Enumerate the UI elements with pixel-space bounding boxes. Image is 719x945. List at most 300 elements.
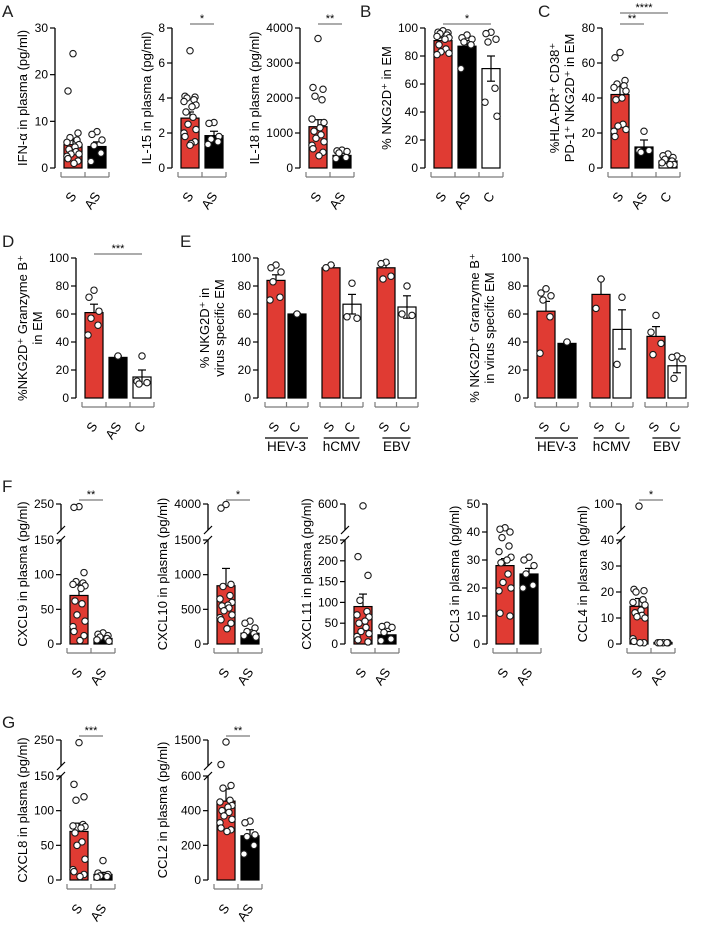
data-point [442, 36, 448, 42]
data-point [218, 617, 224, 623]
group-tick-label: S [628, 665, 646, 681]
y-tick-label: 20 [507, 363, 521, 377]
data-point [294, 311, 300, 317]
y-tick-label: 50 [466, 497, 480, 511]
data-point [669, 354, 675, 360]
y-tick-label: 250 [33, 733, 54, 747]
data-point [646, 147, 652, 153]
y-tick-label: 80 [404, 49, 418, 63]
data-point [99, 137, 105, 143]
y-tick-label: 20 [34, 67, 48, 82]
group-tick-label: AS [513, 665, 536, 688]
data-point [493, 36, 499, 42]
data-point [217, 799, 223, 805]
y-tick-label: 200 [317, 553, 338, 568]
data-point [664, 640, 670, 646]
panel-label-g: G [2, 713, 16, 732]
data-point [612, 133, 618, 139]
significance-stars: * [648, 489, 654, 501]
group-tick-label: AS [326, 189, 349, 212]
data-point [310, 146, 316, 152]
significance-stars: * [235, 489, 241, 501]
y-tick-label: 4000 [174, 497, 201, 511]
y-tick-label: 30 [34, 21, 48, 35]
panel-label-c: C [538, 2, 551, 21]
data-point [267, 297, 273, 303]
data-point [223, 739, 229, 745]
group-tick-label: AS [234, 665, 257, 688]
data-point [86, 294, 92, 300]
bar-C [398, 307, 416, 398]
data-point [81, 794, 87, 800]
y-axis-label: IFN-α in plasma (pg/ml) [15, 29, 30, 167]
y-tick-label: 40 [237, 335, 251, 349]
data-point [458, 65, 464, 71]
group-tick-label: S [645, 419, 663, 435]
y-tick-label: 60 [237, 307, 251, 321]
data-point [679, 356, 685, 362]
data-point [548, 293, 554, 299]
data-point [507, 613, 513, 619]
chart-svg-nkg2d_em [380, 6, 510, 230]
data-point [218, 825, 224, 831]
significance-stars: **** [635, 2, 653, 14]
y-tick-label: 80 [507, 279, 521, 293]
chart-ifn-alpha-plasma [16, 6, 116, 230]
data-point [388, 273, 394, 279]
group-tick-label: C [395, 419, 414, 436]
y-tick-label: 400 [180, 803, 201, 818]
data-point [319, 97, 325, 103]
data-point [483, 30, 489, 36]
data-point [94, 637, 100, 643]
y-tick-label: 100 [230, 251, 251, 265]
data-point [79, 601, 85, 607]
y-tick-label: 0 [62, 391, 69, 405]
data-point [187, 142, 193, 148]
data-point [221, 813, 227, 819]
group-tick-label: C [555, 419, 574, 436]
data-point [638, 149, 644, 155]
data-point [218, 505, 224, 511]
bar-AS [109, 357, 127, 398]
data-point [388, 636, 394, 642]
group-tick-label: S [62, 189, 80, 205]
data-point [229, 816, 235, 822]
significance-stars: ** [627, 13, 637, 25]
y-axis-label: in virus specific EM [482, 272, 497, 384]
chart-svg-cxcl11 [300, 482, 406, 706]
group-tick-label: S [307, 189, 325, 205]
data-point [311, 128, 317, 134]
group-tick-label: C [130, 419, 149, 436]
data-point [485, 39, 491, 45]
data-point [315, 35, 321, 41]
data-point [446, 50, 452, 56]
data-point [633, 589, 639, 595]
data-point [531, 562, 537, 568]
y-tick-label: 4000 [266, 21, 293, 35]
data-point [70, 823, 76, 829]
data-point [366, 630, 372, 636]
group-tick-label: AS [451, 189, 474, 212]
data-point [611, 84, 617, 90]
y-axis-label: CXCL9 in plasma (pg/ml) [15, 501, 30, 647]
data-point [641, 588, 647, 594]
data-point [65, 88, 71, 94]
y-axis-label: PD-1⁺ NKG2D⁺ in EM [562, 33, 577, 163]
chart-svg-il18 [248, 6, 361, 230]
data-point [354, 315, 360, 321]
data-point [523, 571, 529, 577]
data-point [75, 130, 81, 136]
data-point [498, 560, 504, 566]
data-point [593, 305, 599, 311]
group-tick-label: S [375, 419, 393, 435]
data-point [215, 139, 221, 145]
group-tick-label: AS [234, 901, 257, 924]
y-tick-label: 80 [237, 279, 251, 293]
group-tick-label: AS [371, 665, 394, 688]
data-point [241, 851, 247, 857]
data-point [409, 312, 415, 318]
data-point [242, 820, 248, 826]
y-axis-label: CXCL8 in plasma (pg/ml) [15, 737, 30, 883]
data-point [349, 280, 355, 286]
data-point [242, 620, 248, 626]
data-point [614, 361, 620, 367]
y-tick-label: 30 [600, 559, 614, 573]
chart-il18-plasma [248, 6, 361, 230]
data-point [648, 329, 654, 335]
bar-S [377, 268, 395, 398]
bar-S [322, 268, 340, 398]
y-tick-label: 20 [237, 363, 251, 377]
data-point [365, 639, 371, 645]
data-point [224, 828, 230, 834]
data-point [506, 543, 512, 549]
data-point [72, 598, 78, 604]
data-point [497, 610, 503, 616]
chart-svg-ifn_a [16, 6, 116, 230]
y-tick-label: 0 [607, 637, 614, 651]
data-point [183, 109, 189, 115]
y-tick-label: 0 [244, 391, 251, 405]
data-point [98, 150, 104, 156]
data-point [623, 88, 629, 94]
data-point [95, 322, 101, 328]
data-point [657, 640, 663, 646]
group-tick-label: S [265, 419, 283, 435]
y-tick-label: 3000 [266, 56, 293, 70]
virus-group-label: hCMV [322, 439, 361, 454]
data-point [521, 557, 527, 563]
y-tick-label: 2000 [266, 91, 293, 105]
y-tick-label: 8 [158, 21, 165, 35]
data-point [404, 283, 410, 289]
group-tick-label: AS [81, 189, 104, 212]
data-point [617, 49, 623, 55]
data-point [106, 638, 112, 644]
data-point [309, 116, 315, 122]
y-tick-label: 100 [33, 803, 54, 818]
chart-ccl2-plasma [156, 718, 269, 942]
y-axis-label: CXCL11 in plasma (pg/ml) [299, 498, 314, 650]
y-axis-label: % NKG2D⁺ Granzyme B⁺ [467, 253, 482, 403]
data-point [78, 825, 84, 831]
group-tick-label: S [609, 189, 627, 205]
data-point [468, 42, 474, 48]
bar-AS [458, 46, 476, 168]
chart-svg-ccl3 [448, 482, 548, 706]
chart-svg-e1 [198, 236, 426, 476]
data-point [658, 340, 664, 346]
data-point [434, 33, 440, 39]
y-axis-label: %NKG2D⁺ Granzyme B⁺ [15, 255, 30, 401]
y-tick-label: 1500 [174, 733, 201, 747]
virus-group-label: EBV [652, 439, 681, 454]
y-tick-label: 40 [581, 91, 595, 105]
data-point [89, 131, 95, 137]
bar-C [558, 343, 576, 398]
chart-cxcl10-plasma [156, 482, 269, 706]
data-point [537, 350, 543, 356]
y-tick-label: 20 [581, 126, 595, 140]
bar-S [434, 41, 452, 168]
group-tick-label: AS [647, 665, 670, 688]
data-point [355, 637, 361, 643]
data-point [505, 571, 511, 577]
data-point [667, 161, 673, 167]
data-point [650, 351, 656, 357]
data-point [187, 48, 193, 54]
y-tick-label: 40 [507, 335, 521, 349]
y-tick-label: 60 [404, 77, 418, 91]
data-point [612, 55, 618, 61]
y-tick-label: 50 [40, 838, 54, 853]
data-point [344, 314, 350, 320]
data-point [492, 85, 498, 91]
data-point [82, 856, 88, 862]
y-tick-label: 20 [466, 581, 480, 595]
data-point [76, 151, 82, 157]
y-tick-label: 600 [180, 769, 201, 783]
y-axis-label: %HLA-DR⁺ CD38⁺ [547, 42, 562, 154]
chart-nkg2d-virus-specific-em [198, 236, 426, 476]
y-tick-label: 200 [180, 838, 201, 853]
data-point [104, 873, 110, 879]
significance-stars: *** [84, 725, 98, 737]
y-tick-label: 0 [331, 637, 338, 651]
group-tick-label: S [590, 419, 608, 435]
data-point [218, 761, 224, 767]
data-point [220, 785, 226, 791]
data-point [482, 99, 488, 105]
panel-label-e: E [180, 232, 192, 251]
data-point [310, 84, 316, 90]
data-point [268, 265, 274, 271]
group-tick-label: C [340, 419, 359, 436]
y-tick-label: 1000 [174, 567, 201, 582]
data-point [74, 612, 80, 618]
data-point [642, 615, 648, 621]
data-point [547, 314, 553, 320]
y-tick-label: 250 [317, 533, 338, 547]
chart-il15-plasma [140, 6, 233, 230]
group-tick-label: C [610, 419, 629, 436]
group-tick-label: AS [628, 189, 651, 212]
y-tick-label: 80 [55, 279, 69, 293]
data-point [91, 287, 97, 293]
data-point [85, 332, 91, 338]
data-point [436, 42, 442, 48]
panel-label-f: F [2, 477, 13, 496]
data-point [613, 97, 619, 103]
data-point [228, 782, 234, 788]
y-tick-label: 0 [194, 637, 201, 651]
data-point [619, 95, 625, 101]
y-tick-label: 100 [593, 497, 614, 511]
data-point [78, 585, 84, 591]
y-tick-label: 250 [33, 497, 54, 511]
group-tick-label: S [494, 665, 512, 681]
data-point [321, 139, 327, 145]
group-tick-label: C [665, 419, 684, 436]
y-tick-label: 0 [514, 391, 521, 405]
data-point [399, 311, 405, 317]
chart-nkg2d-granzymeb-virus-em [468, 236, 696, 476]
data-point [538, 290, 544, 296]
chart-svg-cxcl8 [16, 718, 122, 942]
data-point [206, 120, 212, 126]
y-tick-label: 50 [324, 616, 338, 631]
data-point [313, 135, 319, 141]
chart-ccl3-plasma [448, 482, 548, 706]
data-point [115, 353, 121, 359]
data-point [278, 269, 284, 275]
data-point [343, 154, 349, 160]
group-tick-label: AS [102, 419, 125, 442]
y-axis-label: CCL3 in plasma (pg/ml) [447, 505, 462, 643]
y-tick-label: 1500 [174, 533, 201, 547]
chart-svg-cxcl10 [156, 482, 269, 706]
chart-svg-e2 [468, 236, 696, 476]
data-point [252, 832, 258, 838]
data-point [362, 618, 368, 624]
group-tick-label: S [320, 419, 338, 435]
data-point [244, 833, 250, 839]
y-tick-label: 0 [41, 161, 48, 175]
y-tick-label: 1000 [266, 126, 293, 140]
data-point [136, 381, 142, 387]
group-tick-label: S [68, 665, 86, 681]
data-point [659, 160, 665, 166]
data-point [193, 126, 199, 132]
group-tick-label: AS [198, 189, 221, 212]
data-point [139, 353, 145, 359]
data-point [344, 148, 350, 154]
data-point [504, 557, 510, 563]
y-tick-label: 20 [55, 363, 69, 377]
data-point [72, 830, 78, 836]
data-point [227, 592, 233, 598]
y-tick-label: 80 [581, 21, 595, 35]
data-point [598, 276, 604, 282]
data-point [630, 599, 636, 605]
chart-cxcl8-plasma [16, 718, 122, 942]
chart-svg-ccl4 [576, 482, 682, 706]
data-point [190, 114, 196, 120]
data-point [88, 158, 94, 164]
y-tick-label: 20 [404, 133, 418, 147]
data-point [277, 294, 283, 300]
data-point [357, 597, 363, 603]
significance-stars: ** [86, 489, 96, 501]
data-point [71, 504, 77, 510]
data-point [81, 569, 87, 575]
data-point [355, 553, 361, 559]
data-point [253, 634, 259, 640]
data-point [100, 857, 106, 863]
data-point [82, 618, 88, 624]
virus-group-label: HEV-3 [536, 439, 577, 454]
data-point [530, 582, 536, 588]
data-point [228, 581, 234, 587]
y-tick-label: 10 [600, 611, 614, 625]
y-tick-label: 0 [158, 161, 165, 175]
virus-group-label: hCMV [592, 439, 631, 454]
y-axis-label: CXCL10 in plasma (pg/ml) [155, 497, 170, 651]
data-point [74, 842, 80, 848]
y-tick-label: 100 [397, 21, 418, 35]
group-tick-label: S [215, 665, 233, 681]
data-point [64, 139, 70, 145]
data-point [653, 312, 659, 318]
virus-group-label: HEV-3 [266, 439, 307, 454]
y-tick-label: 0 [47, 873, 54, 887]
data-point [520, 585, 526, 591]
data-point [77, 637, 83, 643]
y-tick-label: 60 [507, 307, 521, 321]
data-point [91, 142, 97, 148]
y-tick-label: 0 [47, 637, 54, 651]
data-point [320, 86, 326, 92]
y-axis-label: CCL2 in plasma (pg/ml) [155, 741, 170, 879]
data-point [494, 113, 500, 119]
data-point [71, 628, 77, 634]
data-point [496, 588, 502, 594]
group-tick-label: C [656, 189, 675, 206]
data-point [205, 141, 211, 147]
data-point [378, 637, 384, 643]
group-tick-label: S [352, 665, 370, 681]
data-point [71, 868, 77, 874]
group-tick-label: S [83, 419, 101, 435]
panel-label-d: D [2, 232, 15, 251]
y-tick-label: 4 [158, 91, 165, 105]
y-axis-label: IL-15 in plasma (pg/ml) [139, 31, 154, 165]
group-tick-label: C [285, 419, 304, 436]
data-point [381, 629, 387, 635]
y-axis-label: in EM [30, 311, 45, 345]
y-tick-label: 0 [411, 161, 418, 175]
chart-ccl4-plasma [576, 482, 682, 706]
data-point [499, 534, 505, 540]
y-tick-label: 100 [33, 567, 54, 582]
y-axis-label: CCL4 in plasma (pg/ml) [575, 505, 590, 643]
chart-svg-hladr [547, 2, 687, 230]
data-point [94, 874, 100, 880]
